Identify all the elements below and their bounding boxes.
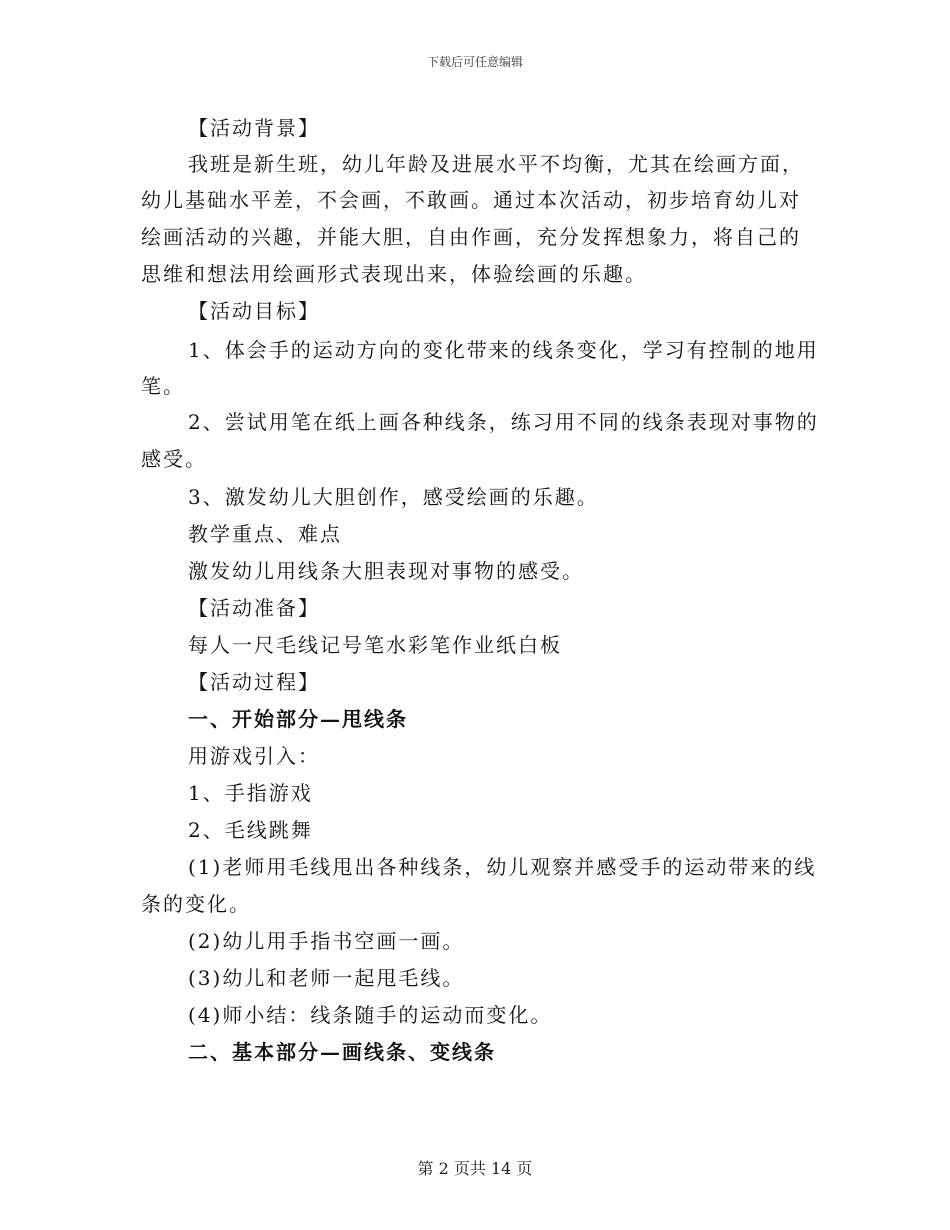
page-header-note: 下载后可任意编辑 xyxy=(426,55,523,69)
paragraph-line: 幼儿基础水平差，不会画，不敢画。通过本次活动，初步培育幼儿对 xyxy=(141,188,801,212)
part-1-heading: 一、开始部分—甩线条 xyxy=(188,707,408,731)
goal-item-2: 2、尝试用笔在纸上画各种线条，练习用不同的线条表现对事物的 xyxy=(188,410,819,434)
goal-item-1-cont: 笔。 xyxy=(141,374,185,398)
paragraph-line: 我班是新生班，幼儿年龄及进展水平不均衡，尤其在绘画方面， xyxy=(188,152,804,176)
part-1-item-1: 1、手指游戏 xyxy=(188,781,313,805)
section-heading-process: 【活动过程】 xyxy=(188,670,320,694)
section-heading-preparation: 【活动准备】 xyxy=(188,596,320,620)
sub-item-1-cont: 条的变化。 xyxy=(141,892,251,916)
key-points-text: 激发幼儿用线条大胆表现对事物的感受。 xyxy=(188,559,584,583)
part-1-intro: 用游戏引入： xyxy=(188,744,320,768)
goal-item-3: 3、激发幼儿大胆创作，感受绘画的乐趣。 xyxy=(188,485,599,509)
sub-item-4: (4)师小结：线条随手的运动而变化。 xyxy=(188,1003,553,1027)
goal-item-1: 1、体会手的运动方向的变化带来的线条变化，学习有控制的地用 xyxy=(188,338,819,362)
paragraph-line: 思维和想法用绘画形式表现出来，体验绘画的乐趣。 xyxy=(141,262,647,286)
sub-item-3: (3)幼儿和老师一起甩毛线。 xyxy=(188,966,465,990)
preparation-text: 每人一尺毛线记号笔水彩笔作业纸白板 xyxy=(188,633,562,657)
section-heading-background: 【活动背景】 xyxy=(188,116,320,140)
paragraph-line: 绘画活动的兴趣，并能大胆，自由作画，充分发挥想象力，将自己的 xyxy=(141,225,801,249)
section-heading-goals: 【活动目标】 xyxy=(188,299,320,323)
key-points-heading: 教学重点、难点 xyxy=(188,522,342,546)
goal-item-2-cont: 感受。 xyxy=(141,447,207,471)
part-2-heading: 二、基本部分—画线条、变线条 xyxy=(188,1040,496,1064)
sub-item-1: (1)老师用毛线甩出各种线条，幼儿观察并感受手的运动带来的线 xyxy=(188,855,817,879)
part-1-item-2: 2、毛线跳舞 xyxy=(188,818,313,842)
sub-item-2: (2)幼儿用手指书空画一画。 xyxy=(188,929,465,953)
page-number-footer: 第 2 页共 14 页 xyxy=(417,1159,533,1178)
